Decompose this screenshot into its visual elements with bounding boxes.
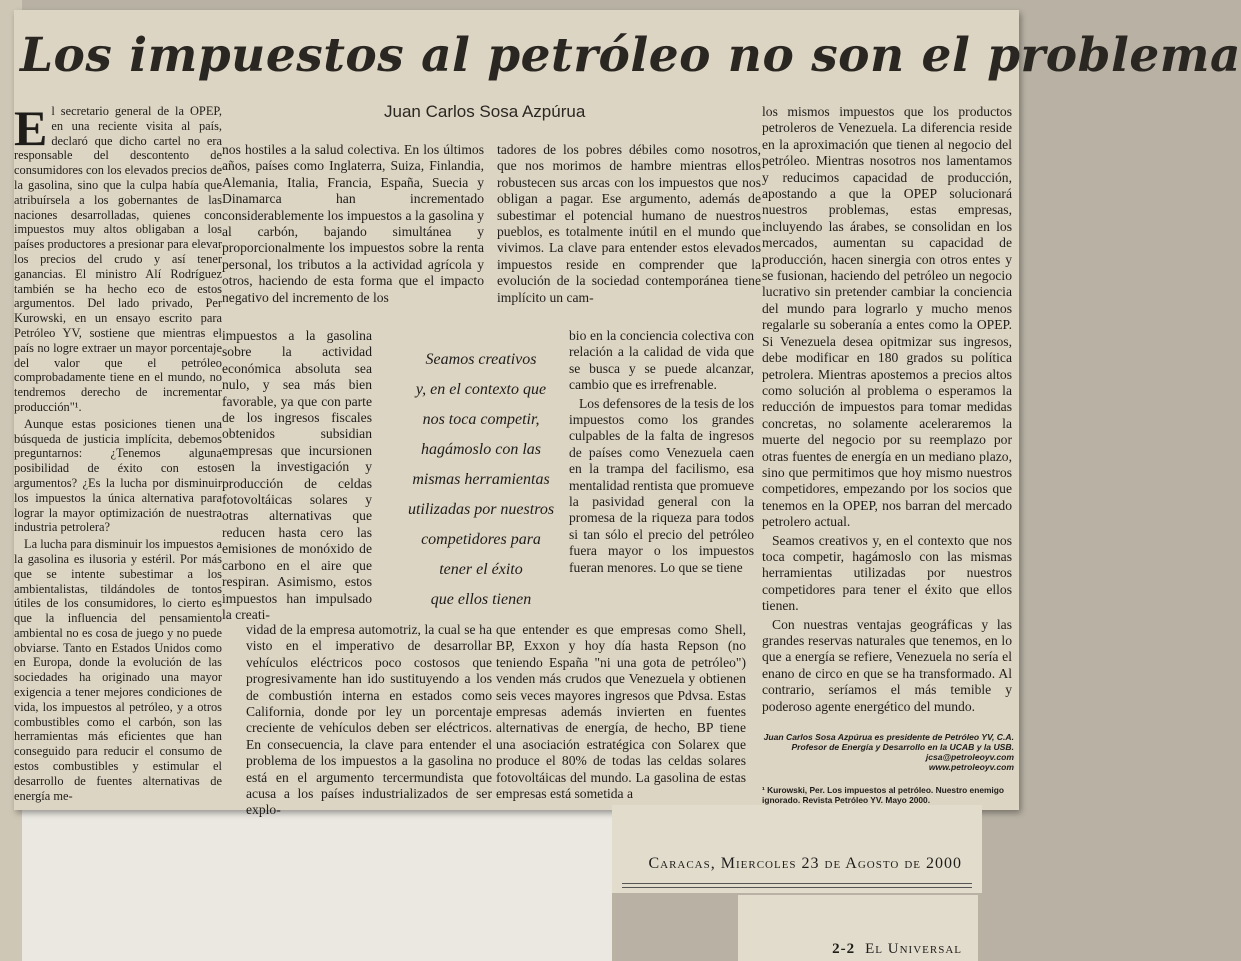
dateline: Caracas, Miercoles 23 de Agosto de 2000 xyxy=(648,855,962,872)
signature-line: Juan Carlos Sosa Azpúrua es presidente de Petróleo YV, C.A. xyxy=(763,732,1014,742)
paragraph: Seamos creativos y, en el contexto que nos toca competir, hagámoslo con las mismas herramientas utilizadas por nuestros competidores para tener el éxito que ellos tienen. xyxy=(762,532,1012,614)
column-3 xyxy=(497,142,761,308)
column-2-narrow xyxy=(222,328,372,625)
paragraph: nos hostiles a la salud colectiva. En los últimos años, países como Inglaterra, Suiza, Finlandia, Alemania, Italia, Francia, España, Suecia y Dinamarca han incrementado considerablemente los impuestos a la gasolina y al carbón, bajando simultánea y proporcionalmente los impuestos sobre la renta personal, los tributos a la actividad agrícola y otros, haciendo de esta forma que el impacto negativo del incremento de los xyxy=(222,142,484,305)
column-2-lower xyxy=(246,622,492,821)
footnote: ¹ Kurowski, Per. Los impuestos al petróleo. Nuestro enemigo ignorado. Revista Petróleo YV. Mayo 2000. xyxy=(762,785,1004,805)
paragraph: La lucha para disminuir los impuestos a la gasolina es ilusoria y estéril. Por más que se intente subestimar a los ambientalistas, tildándoles de tontos útiles de los consumidores, lo cierto es que la influencia del pensamiento ambiental no es cosa de juego y no puede obviarse. Tanto en Estados Unidos como en Europa, donde la evolución de las sociedades ha originado una mayor exigencia a tener mejores condiciones de vida, los impuestos al petróleo, y a otros combustibles como el carbón, son las herramientas más eficientes que han conseguido para reducir el consumo de estos combustibles y estimular el desarrollo de fuentes alternativas de energía me- xyxy=(14,537,222,803)
paragraph: que entender es que empresas como Shell, BP, Exxon y hoy día hasta Repson (no teniendo España "ni una gota de petróleo") venden más crudos que Venezuela y obtienen seis veces mayores ingresos que Pdvsa. Estas empresas además invierten en fuentes alternativas de energía, de hecho, BP tiene una asociación estratégica con Solarex que produce el 80% de todas las celdas solares fotovoltáicas del mundo. La gasolina de estas empresas está sometida a xyxy=(496,622,746,802)
newspaper-clipping xyxy=(14,10,1241,818)
pull-quote-line: tener el éxito xyxy=(439,561,523,578)
paragraph: impuestos a la gasolina sobre la actividad económica absoluta sea nulo, y sea más bien favorable, ya que con parte de los ingresos fiscales obtenidos subsidian empresas que incursionen en la investigación y producción de celdas fotovoltáicas solares y otras alternativas que reducen hasta cero las emisiones de monóxido de carbono en el aire que respiran. Asimismo, estos impuestos han impulsado la creati- xyxy=(222,328,372,622)
newspaper-name: El Universal xyxy=(865,941,962,957)
paragraph: Con nuestras ventajas geográficas y las grandes reservas naturales que tenemos, en lo que a energía se refiere, Venezuela no sería el enano de circo en que se ha transformado. Al contrario, seríamos el más temible y poderoso agente energético del mundo. xyxy=(762,616,1012,714)
paragraph: bio en la conciencia colectiva con relación a la calidad de vida que se busca y se puede alcanzar, cambio que es irrefrenable. xyxy=(569,328,754,393)
column-2 xyxy=(222,142,484,308)
column-4 xyxy=(762,104,1012,717)
signature-line: www.petroleoyv.com xyxy=(928,762,1014,772)
pull-quote-line: competidores para xyxy=(421,531,541,548)
masthead-clip xyxy=(738,895,978,961)
paragraph: l secretario general de la OPEP, en una reciente visita al país, declaró que dicho cartel no era responsable del descontento de consumidores con los elevados precios de la gasolina, sino que la culpa había que atribuírsela a los gobernantes de las naciones desarrolladas, quienes con impuestos muy altos obligaban a los países productores a presionar para elevar los precios del crudo y así tener ganancias. El ministro Alí Rodríguez también se ha hecho eco de estos argumentos. Del lado privado, Per Kurowski, en un ensayo escrito para Petróleo YV, sostiene que mientras el país no logre extraer un mayor porcentaje del valor que el petróleo comprobadamente tiene en el mundo, no tendremos derecho de incrementar producción"¹. xyxy=(14,104,222,414)
pull-quote-line: Seamos creativos xyxy=(425,351,537,368)
column-3-lower xyxy=(496,622,746,804)
paragraph: los mismos impuestos que los productos petroleros de Venezuela. La diferencia reside en la aproximación que tienen al negocio del petróleo. Mientras nosotros nos lamentamos y reducimos capacidad de producción, apostando a que la OPEP solucionará nuestros problemas, estas empresas, incluyendo las árabes, se consolidan en los mercados, aumentan su capacidad de producción, hacen sinergia con otros entes y se fusionan, haciendo del petróleo un negocio lucrativo sin pretender cambiar la conciencia del mundo para lograrlo y mucho menos regalarle su soberanía a entes como la OPEP. Si Venezuela desea opitmizar sus ingresos, debe modificar en 180 grados su política petrolera. Mientras apostemos a precios altos como solución al problema o esperamos la reducción de impuestos para tomar medidas concretas, no solamente aceleraremos la muerte del negocio por su reemplazo por otras fuentes de energía en un mediano plazo, sino que permitimos que hoy mismo nuestros competidores, empezando por los socios que tenemos en la OPEP, nos barran del mercado petrolero actual. xyxy=(762,104,1012,530)
drop-cap: E xyxy=(14,100,48,156)
pull-quote-line: nos toca competir, xyxy=(422,411,540,428)
paragraph: Aunque estas posiciones tienen una búsqueda de justicia implícita, debemos preguntarnos: ¿Tenemos alguna posibilidad de éxito con estos argumentos? ¿Es la lucha por disminuir los impuestos la única alternativa para lograr la mayor optimización de nuestra industria petrolera? xyxy=(14,416,222,535)
pull-quote-line: mismas herramientas xyxy=(412,471,550,488)
pull-quote xyxy=(396,345,566,615)
author-signature xyxy=(762,732,1014,772)
headline: Los impuestos al petróleo no son el problema xyxy=(20,28,1241,83)
pull-quote-line: utilizadas por nuestros xyxy=(407,501,555,518)
paragraph: tadores de los pobres débiles como nosotros, que nos morimos de hambre mientras ellos robustecen sus arcas con los impuestos que nos obligan a pagar. Ese argumento, además de subestimar el potencial humano de nuestros pueblos, es totalmente inútil en el mundo que vivimos. La clave para entender estos elevados impuestos reside en comprender que la evolución de la sociedad contemporánea tiene implícito un cam- xyxy=(497,142,761,305)
paragraph: vidad de la empresa automotriz, la cual se ha visto en el imperativo de desarrollar vehículos eléctricos poco costosos que progresivamente han ido sustituyendo a los de combustión interna en estados como California, donde por ley un porcentaje creciente de vehículos deben ser eléctricos. En consecuencia, la clave para entender el problema de los impuestos a la gasolina no está en el argumento tercermundista que acusa a los países industrializados de ser explo- xyxy=(246,622,492,818)
pull-quote-line: y, en el contexto que xyxy=(415,381,547,398)
pull-quote-line: que ellos tienen xyxy=(430,591,532,608)
divider xyxy=(622,883,972,888)
background-paper xyxy=(22,810,612,961)
dateline-clip xyxy=(612,805,982,893)
byline: Juan Carlos Sosa Azpúrua xyxy=(384,102,586,121)
paragraph: Los defensores de la tesis de los impuestos como los grandes culpables de la falta de ingresos de países como Venezuela caen en la trampa del facilismo, esa mentalidad rentista que promueve la pasividad general con la promesa de la riqueza para todos si tan sólo el precio del petróleo fuera mayor o los impuestos fueran menores. Lo que se tiene xyxy=(569,395,754,575)
column-3-narrow xyxy=(569,328,754,578)
signature-line: Profesor de Energía y Desarrollo en la UCAB y la USB. xyxy=(791,742,1014,752)
signature-line: jcsa@petroleoyv.com xyxy=(925,752,1014,762)
masthead xyxy=(832,941,962,958)
pull-quote-line: hagámoslo con las xyxy=(421,441,541,458)
column-1 xyxy=(14,100,222,805)
page-number: 2-2 xyxy=(832,941,856,957)
